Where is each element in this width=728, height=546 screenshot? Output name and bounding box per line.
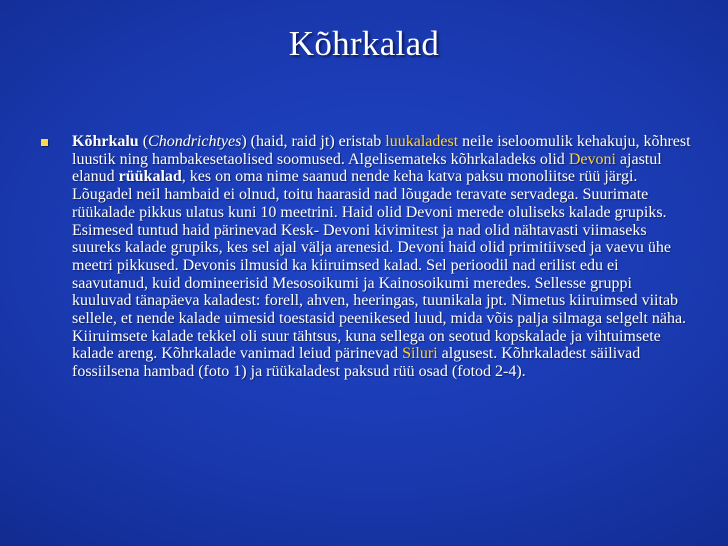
term-ruukalad: rüükalad [118, 168, 182, 186]
link-devoni[interactable]: Devoni [568, 150, 616, 168]
term-kohrkalu: Kõhrkalu [72, 133, 139, 150]
square-bullet-icon [41, 139, 48, 146]
link-luukaladest[interactable]: luukaladest [385, 133, 459, 150]
text-segment: ajastul elanud [72, 150, 662, 186]
slide-title: Kõhrkalad [288, 24, 440, 63]
bullet-item [41, 133, 695, 381]
text-segment: ) (haid, raid jt) eristab [241, 133, 386, 150]
body-paragraph [72, 133, 695, 381]
text-segment: , kes on oma nime saanud nende keha katva paksu monoliitse rüü järgi. Lõugadel neil hambaid ei olnud, toitu haarasid nad lõugade teravate servadega. Suurimate rüükalade pikkus ulatus kuni 10 meetrini. Haid olid Devoni merede oluliseks kalade grupiks. Esimesed tuntud haid pärinevad Kesk- Devoni kivimitest ja nad olid nähtavasti viimaseks suureks kalade grupiks, kes sel ajal välja arenesid. Devoni haid olid primitiivsed ja vaevu ühe meetri pikkused. Devonis ilmusid ka kiiruimsed kalad. Sel perioodil nad erilist edu ei saavutanud, kuid domineerisid Mesosoikumi ja Kainosoikumi meredes. Sellesse gruppi kuuluvad tänapäeva kaladest: forell, ahven, heeringas, tuunikala jpt. Nimetus kiiruimsed viitab sellele, et nende kalade uimesid toestasid peenikesed luud, mida võis palja silmaga selgelt näha. Kiiruimsete kalade tekkel oli suur tähtsus, kuna sellega on seotud kopskalade ja vihtuimsete kalade areng. Kõhrkalade vanimad leiud pärinevad [72, 168, 687, 363]
text-segment: ( [138, 133, 149, 150]
text-segment: neile iseloomulik kehakuju, kõhrest luustik ning hambakesetaolised soomused. Algelisemateks kõhrkaladeks olid [72, 133, 691, 168]
latin-name: Chondrichtyes [148, 133, 242, 150]
link-siluri[interactable]: Siluri [402, 345, 438, 363]
text-segment: algusest. Kõhrkaladest säilivad fossiilsena hambad (foto 1) ja rüükaladest paksud rüü osad (fotod 2-4). [72, 345, 641, 381]
